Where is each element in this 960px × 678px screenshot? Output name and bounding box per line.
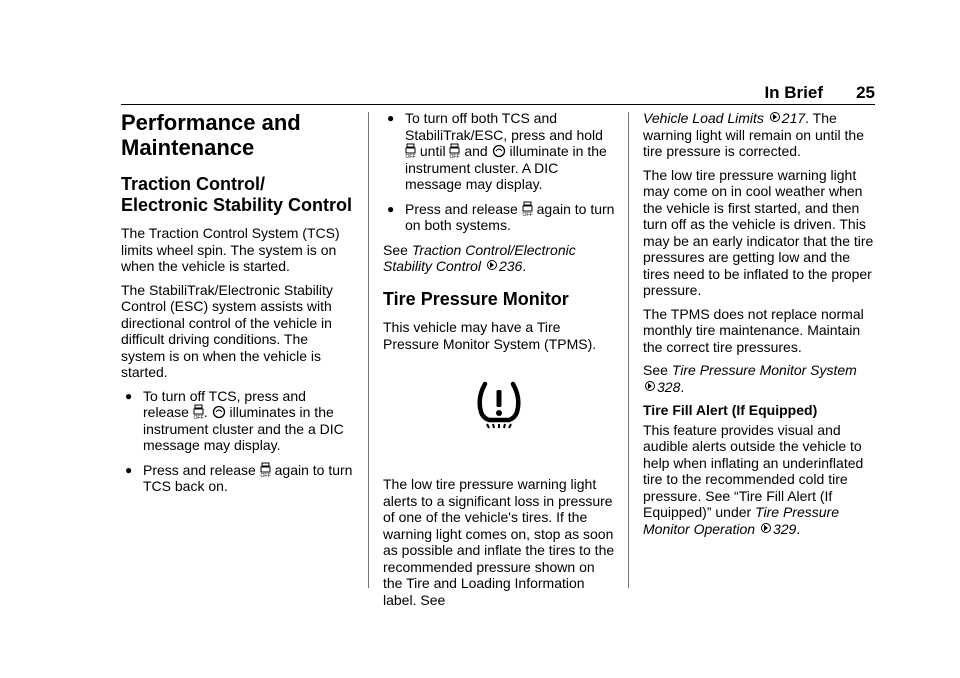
page-reference[interactable]: 236 bbox=[498, 258, 523, 274]
paragraph: The low tire pressure warning light may come on in cool weather when the vehicle is first started, and then turn off as the vehicle is driven. This may be an early indicator that the tire pressures are getting low and the tires need to be inflated to the proper pressure. bbox=[643, 166, 874, 298]
reference-link[interactable]: Tire Pressure Monitor Operation bbox=[643, 504, 839, 537]
page-reference-arrow-icon bbox=[761, 523, 771, 533]
paragraph: This vehicle may have a Tire Pressure Monitor System (TPMS). bbox=[383, 319, 597, 352]
reference-link[interactable]: Tire Pressure Monitor System bbox=[671, 362, 857, 378]
svg-text:OFF: OFF bbox=[260, 472, 271, 478]
bullet-icon: ● bbox=[125, 388, 133, 403]
tpms-illustration bbox=[383, 362, 615, 462]
paragraph: The TPMS does not replace normal monthly tire maintenance. Maintain the correct tire pressures. bbox=[643, 305, 864, 355]
page-reference-arrow-icon bbox=[487, 260, 497, 270]
column-divider bbox=[368, 112, 369, 588]
bullet-icon: ● bbox=[387, 201, 395, 216]
reference-link[interactable]: Traction Control/Electronic Stability Control bbox=[383, 241, 576, 274]
section-heading: Performance and Maintenance bbox=[121, 110, 301, 160]
svg-text:OFF: OFF bbox=[449, 154, 460, 159]
page-reference-arrow-icon bbox=[770, 112, 780, 122]
traction-control-off-icon bbox=[260, 462, 271, 478]
column-1 bbox=[121, 110, 353, 503]
bullet-icon: ● bbox=[125, 462, 133, 477]
traction-control-off-icon bbox=[193, 404, 204, 420]
header-rule bbox=[121, 104, 875, 105]
svg-text:OFF: OFF bbox=[193, 415, 204, 420]
page-reference-arrow-icon bbox=[645, 381, 655, 391]
section-title: In Brief bbox=[764, 83, 823, 102]
svg-text:OFF: OFF bbox=[522, 211, 533, 217]
list-item: ● Press and release OFF again to turn TCS back on. bbox=[125, 461, 353, 494]
page-number: 25 bbox=[856, 83, 875, 102]
paragraph: This feature provides visual and audible alerts outside the vehicle to help when inflating an underinflated tire to the recommended cold tire pressure. See “Tire Fill Alert (If Equipped)” under Tire Pressure Monitor Operation 329. bbox=[643, 421, 864, 537]
page-reference[interactable]: 328 bbox=[657, 378, 681, 395]
traction-control-off-icon bbox=[405, 143, 416, 159]
reference-link[interactable]: Vehicle Load Limits bbox=[643, 110, 764, 126]
paragraph: Vehicle Load Limits 217. The warning light will remain on until the tire pressure is corrected. bbox=[643, 110, 864, 159]
list-item: ● To turn off both TCS and StabiliTrak/ESC, press and hold OFF until OFF and illuminate in the instrument cluster. A DIC message may display. bbox=[387, 110, 607, 192]
tire-pressure-warning-icon bbox=[475, 380, 523, 430]
list-item: ● Press and release OFF again to turn on both systems. bbox=[387, 200, 615, 233]
column-3 bbox=[643, 110, 877, 544]
page-reference[interactable]: 329 bbox=[772, 520, 797, 537]
traction-control-off-icon bbox=[449, 143, 460, 159]
sub-heading: Tire Fill Alert (If Equipped) bbox=[643, 402, 818, 418]
bullet-icon: ● bbox=[387, 111, 395, 125]
subsection-heading: Tire Pressure Monitor bbox=[383, 288, 569, 309]
traction-control-off-icon bbox=[522, 201, 533, 217]
svg-text:OFF: OFF bbox=[405, 154, 416, 159]
column-divider bbox=[628, 112, 629, 588]
stabilitrak-indicator-icon bbox=[212, 404, 226, 420]
column-2 bbox=[383, 110, 615, 615]
cross-reference: See Tire Pressure Monitor System 328. bbox=[643, 362, 857, 395]
cross-reference: See Traction Control/Electronic Stability Control 236. bbox=[383, 241, 576, 274]
paragraph: The low tire pressure warning light alerts to a significant loss in pressure of one of the vehicle's tires. If the warning light comes on, stop as soon as possible and inflate the tires to the recommended pressure shown on the Tire and Loading Information label. See bbox=[383, 476, 615, 608]
list-item: ● To turn off TCS, press and release OFF . illuminates in the instrument cluster and the a DIC message may display. bbox=[125, 387, 344, 453]
paragraph: The Traction Control System (TCS) limits wheel spin. The system is on when the vehicle is started. bbox=[121, 225, 340, 274]
page-reference[interactable]: 217 bbox=[781, 110, 806, 126]
subsection-heading: Traction Control/ Electronic Stability Control bbox=[121, 174, 353, 215]
paragraph: The StabiliTrak/Electronic Stability Control (ESC) system assists with directional control of the vehicle in difficult driving conditions. The system is on when the vehicle is started. bbox=[121, 281, 333, 380]
stabilitrak-indicator-icon bbox=[492, 143, 506, 159]
